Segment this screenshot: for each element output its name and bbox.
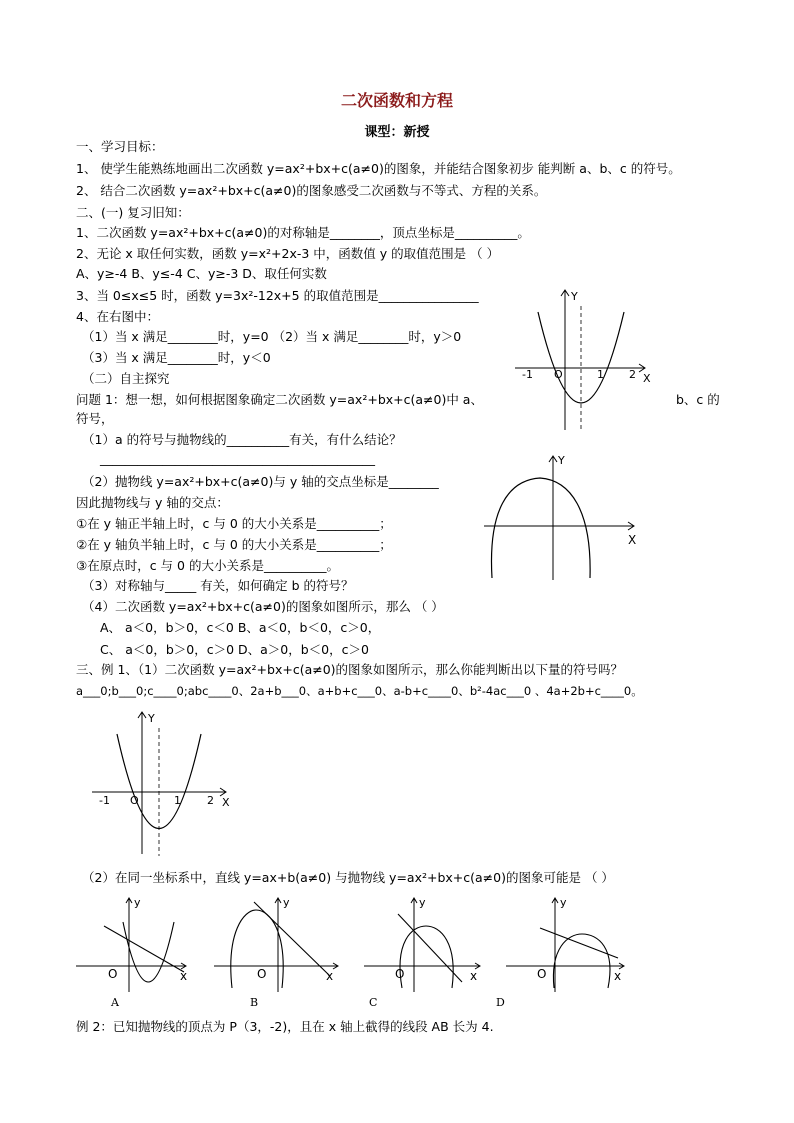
tick-2: 2 — [207, 794, 214, 807]
part-4-options-ab: A、 a＜0，b＞0，c＜0 B、a＜0，b＜0，c＞0， — [100, 620, 381, 635]
x-label: x — [614, 969, 622, 983]
line-graph — [254, 902, 330, 976]
parabola-graph-upward — [505, 284, 670, 434]
x-label: X — [628, 533, 637, 547]
review-question-1: 1、二次函数 y=ax²+bx+c(a≠0)的对称轴是________，顶点坐标是__________。 — [76, 225, 530, 240]
review-question-2-options: A、y≥-4 B、y≤-4 C、y≥-3 D、取任何实数 — [76, 266, 327, 281]
origin-label: O — [537, 967, 547, 981]
answer-line: ____________________________________________ — [100, 451, 375, 466]
review-question-4: 4、在右图中： — [76, 309, 159, 324]
x-label: x — [180, 969, 188, 983]
review-question-3: 3、当 0≤x≤5 时，函数 y=3x²-12x+5 的取值范围是________________ — [76, 288, 479, 303]
problem-1: 问题 1：想一想，如何根据图象确定二次函数 y=ax²+bx+c(a≠0)中 a、 — [76, 392, 483, 407]
problem-1-part-1: （1）a 的符号与抛物线的__________有关，有什么结论？ — [82, 432, 402, 447]
tick-neg-1: -1 — [99, 794, 110, 807]
option-graph-c — [362, 892, 487, 992]
example-1-part-2: （2）在同一坐标系中，直线 y=ax+b(a≠0) 与抛物线 y=ax²+bx+c(a≠0)的图象可能是 （ ） — [82, 870, 614, 885]
page-title: 二次函数和方程 — [340, 91, 453, 110]
line-graph — [540, 928, 618, 958]
x-label: x — [470, 969, 478, 983]
x-label: x — [326, 969, 334, 983]
origin-label: O — [554, 368, 563, 381]
origin-label: O — [108, 967, 118, 981]
option-a-label: A — [111, 996, 119, 1009]
y-label: y — [419, 896, 426, 909]
tick-2: 2 — [629, 368, 636, 381]
section-heading-explore: （二）自主探究 — [82, 371, 170, 386]
line-graph — [398, 914, 462, 982]
lesson-type: 课型：新授 — [364, 125, 430, 140]
origin-label: O — [130, 794, 139, 807]
section-heading-review: 二、(一) 复习旧知： — [76, 205, 190, 220]
x-label: X — [643, 372, 651, 385]
origin-label: O — [395, 967, 405, 981]
example-1-blanks: a___0;b___0;c____0;abc____0、2a+b___0、a+b+c___0、a-b+c____0、b²-4ac___0 、4a+2b+c____0。 — [76, 684, 643, 698]
option-c-label: C — [369, 996, 378, 1009]
parabola-curve — [491, 478, 590, 578]
problem-1-part-2: （2）抛物线 y=ax²+bx+c(a≠0)与 y 轴的交点坐标是________ — [82, 474, 439, 489]
y-label: Y — [558, 454, 565, 467]
option-b-label: B — [250, 996, 259, 1009]
y-intercept-case-2: ②在 y 轴负半轴上时，c 与 0 的大小关系是__________； — [76, 537, 392, 552]
x-label: X — [222, 796, 230, 809]
y-intercept-case-3: ③在原点时，c 与 0 的大小关系是__________。 — [76, 558, 339, 573]
problem-1-part-3: （3）对称轴与_____ 有关，如何确定 b 的符号？ — [82, 578, 354, 593]
parabola-curve — [553, 934, 610, 988]
goal-1: 1、 使学生能熟练地画出二次函数 y=ax²+bx+c(a≠0)的图象，并能结合图象初步 能判断 a、b、c 的符号。 — [76, 161, 681, 176]
option-graph-d — [504, 892, 634, 992]
option-graph-a — [76, 892, 196, 992]
option-d-label: D — [496, 996, 505, 1009]
parabola-curve — [400, 926, 453, 988]
option-graph-b — [214, 892, 344, 992]
y-label: Y — [571, 290, 578, 303]
section-heading-goals: 一、学习目标： — [76, 139, 164, 154]
y-label: y — [560, 896, 567, 909]
goal-2: 2、 结合二次函数 y=ax²+bx+c(a≠0)的图象感受二次函数与不等式、方程的关系。 — [76, 183, 547, 198]
origin-label: O — [257, 967, 267, 981]
tick-1: 1 — [597, 368, 604, 381]
example-2: 例 2：已知抛物线的顶点为 P（3，-2)，且在 x 轴上截得的线段 AB 长为 4. — [76, 1019, 494, 1034]
y-intercept-intro: 因此抛物线与 y 轴的交点： — [76, 495, 229, 510]
example-1: 三、例 1、（1）二次函数 y=ax²+bx+c(a≠0)的图象如图所示，那么你能判断出以下量的符号吗？ — [76, 662, 624, 677]
tick-neg-1: -1 — [522, 368, 533, 381]
review-question-2: 2、无论 x 取任何实数，函数 y=x²+2x-3 中，函数值 y 的取值范围是 （ ） — [76, 246, 500, 261]
part-4-options-cd: C、 a＜0，b＞0，c＞0 D、a＞0，b＜0，c＞0 — [100, 642, 369, 657]
example-1-graph — [86, 708, 251, 858]
y-intercept-case-1: ①在 y 轴正半轴上时，c 与 0 的大小关系是__________； — [76, 516, 392, 531]
problem-1-part-4: （4）二次函数 y=ax²+bx+c(a≠0)的图象如图所示，那么 （ ） — [82, 599, 444, 614]
problem-1-continued: 符号， — [76, 411, 114, 426]
tick-1: 1 — [174, 794, 181, 807]
y-label: y — [134, 896, 141, 909]
review-question-4-part-1-2: （1）当 x 满足________时，y=0 （2）当 x 满足________时，y＞0 — [82, 329, 462, 344]
y-label: Y — [148, 712, 155, 725]
parabola-graph-downward — [478, 450, 643, 582]
problem-1-tail: b、c 的 — [676, 392, 720, 407]
y-label: y — [283, 896, 290, 909]
review-question-4-part-3: （3）当 x 满足________时，y＜0 — [82, 350, 271, 365]
